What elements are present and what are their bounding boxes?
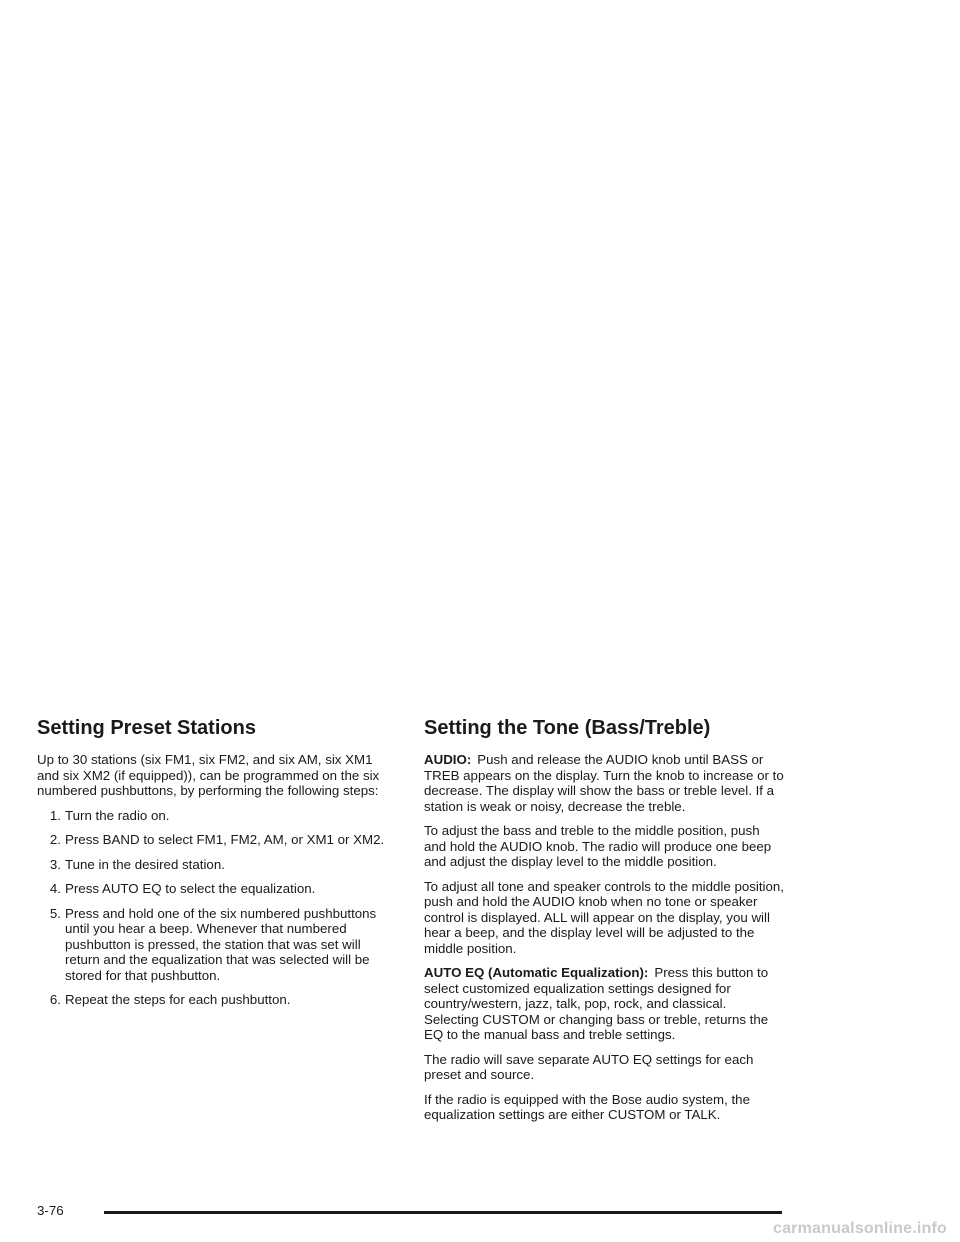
step-number: 3.	[49, 856, 61, 872]
list-item	[37, 808, 387, 824]
save-settings-paragraph: The radio will save separate AUTO EQ settings for each preset and source.	[424, 1051, 754, 1082]
list-item	[37, 832, 387, 848]
bose-paragraph: If the radio is equipped with the Bose audio system, the equalization settings are either CUSTOM or TALK.	[424, 1091, 750, 1122]
auto-eq-term: AUTO EQ (Automatic Equalization):	[424, 965, 649, 980]
list-item	[37, 992, 387, 1008]
audio-term: AUDIO:	[424, 752, 472, 767]
step-number: 1.	[49, 807, 61, 823]
list-item	[37, 881, 387, 897]
step-text: Press AUTO EQ to select the equalization.	[65, 881, 316, 896]
section-title-preset-stations: Setting Preset Stations	[37, 717, 256, 739]
footer-rule	[104, 1211, 782, 1214]
audio-paragraph	[424, 752, 784, 814]
audio-text: Push and release the AUDIO knob until BASS or TREB appears on the display. Turn the knob to increase or to decrease. The display will show the bass or treble level. If a station is weak or noisy, decrease the treble.	[424, 752, 784, 814]
step-number: 4.	[49, 881, 61, 896]
middle-position-paragraph: To adjust the bass and treble to the middle position, push and hold the AUDIO knob. The radio will produce one beep and adjust the display level to the middle position.	[424, 823, 772, 869]
step-text: Press BAND to select FM1, FM2, AM, or XM1 or XM2.	[65, 832, 385, 847]
list-item	[37, 906, 387, 984]
step-text: Repeat the steps for each pushbutton.	[65, 992, 291, 1007]
right-column	[424, 716, 784, 1132]
step-text: Tune in the desired station.	[65, 856, 225, 872]
list-item	[37, 857, 387, 873]
watermark: carmanualsonline.info	[772, 1220, 947, 1237]
step-text: Turn the radio on.	[65, 807, 170, 823]
section-title-tone: Setting the Tone (Bass/Treble)	[424, 717, 711, 739]
left-column	[37, 716, 387, 1017]
step-number: 2.	[49, 832, 61, 847]
steps-list	[37, 808, 387, 1008]
step-number: 5.	[49, 905, 61, 921]
intro-paragraph: Up to 30 stations (six FM1, six FM2, and six AM, six XM1 and six XM2 (if equipped)), can be programmed on the six numbered pushbuttons, by performing the following steps:	[37, 752, 380, 798]
page-number: 3-76	[37, 1203, 64, 1218]
all-controls-paragraph: To adjust all tone and speaker controls to the middle position, push and hold the AUDIO knob when no tone or speaker control is displayed. ALL will appear on the display, you will hear a beep, and the display level will be adjusted to the middle position.	[424, 878, 784, 956]
auto-eq-text: Press this button to select customized equalization settings designed for country/western, jazz, talk, pop, rock, and classical. Selecting CUSTOM or changing bass or treble, returns the EQ to the manual bass and treble settings.	[424, 965, 769, 1042]
step-text: Press and hold one of the six numbered pushbuttons until you hear a beep. Whenever that numbered pushbutton is pressed, the station that was set will return and the equalization that was selected will be stored for that pushbutton.	[65, 905, 377, 983]
step-number: 6.	[49, 992, 61, 1007]
auto-eq-paragraph	[424, 965, 784, 1043]
